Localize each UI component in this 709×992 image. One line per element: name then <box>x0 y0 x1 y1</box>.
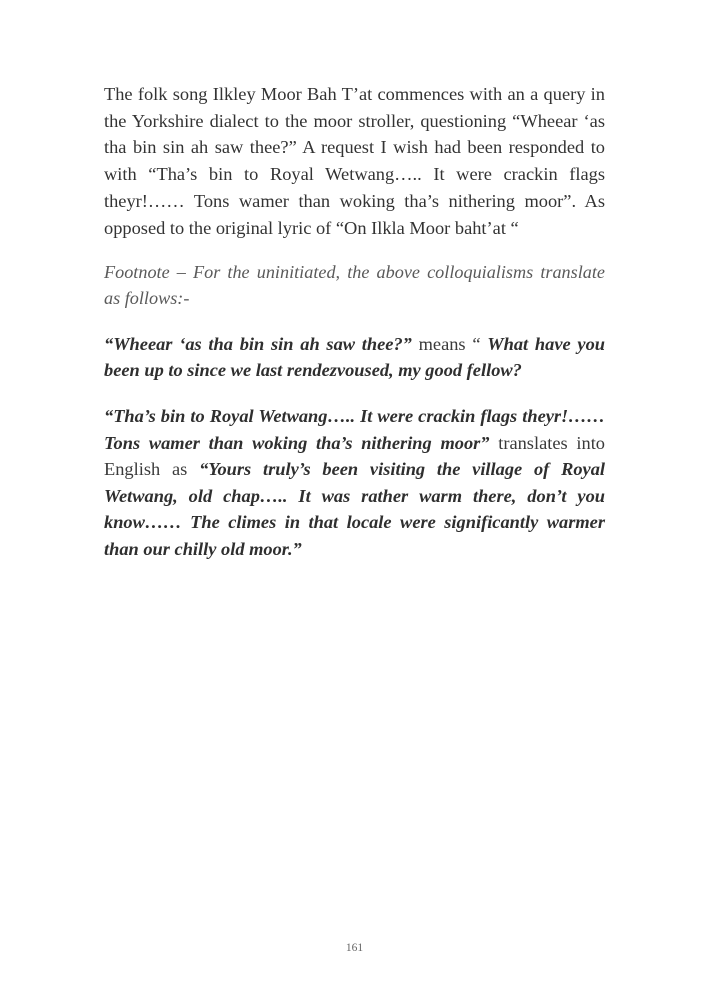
connector-text-2: translates into English as <box>104 432 605 480</box>
english-translation-2: “Yours truly’s been visiting the village of Royal Wetwang, old chap….. It was rather warm there, don’t you know…… The climes in that locale were significantly warmer than our chilly old moor.” <box>104 459 605 559</box>
english-translation-1: What have you been up to since we last rendezvoused, my good fellow? <box>104 334 605 381</box>
intro-paragraph: The folk song Ilkley Moor Bah T’at commences with an a query in the Yorkshire dialect to the moor stroller, questioning “Wheear ‘as tha bin sin ah saw thee?” A request I wish had been responded to with “Tha’s bin to Royal Wetwang….. It were crackin flags theyr!…… Tons wamer than woking tha’s nithering moor”. As opposed to the original lyric of “On Ilkla Moor baht’at “ <box>104 84 605 238</box>
footnote-paragraph: Footnote – For the uninitiated, the above colloquialisms translate as follows:- <box>104 262 605 308</box>
page-number: 161 <box>345 942 364 954</box>
translation-paragraph-2 <box>104 403 605 562</box>
translation-paragraph-1 <box>104 331 605 383</box>
page-body <box>104 81 605 562</box>
dialect-phrase-2: “Tha’s bin to Royal Wetwang….. It were crackin flags theyr!…… Tons wamer than woking tha’s nithering moor” <box>104 406 605 453</box>
dialect-phrase-1: “Wheear ‘as tha bin sin ah saw thee?” <box>104 334 412 355</box>
connector-text-1: means “ <box>411 334 488 355</box>
